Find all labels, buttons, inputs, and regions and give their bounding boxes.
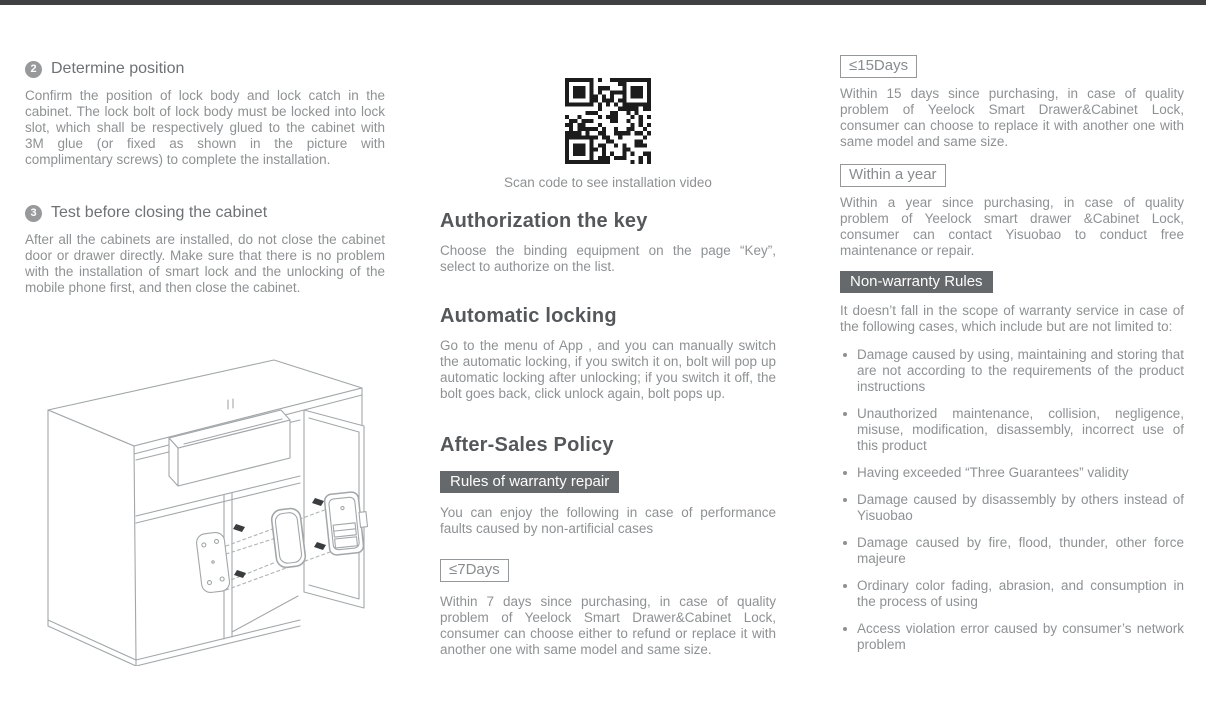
bullet-icon	[843, 412, 847, 416]
step-2-title: Determine position	[51, 60, 185, 77]
7-days-body: Within 7 days since purchasing, in case of quality problem of Yeelock Smart Drawer&Cabinet Lock, consumer can choose either to refund or replace it with another one with same model and same size.	[440, 594, 776, 657]
bullet-icon	[843, 627, 847, 631]
step-3-number-icon: 3	[25, 205, 42, 222]
list-item: Damage caused by fire, flood, thunder, other force majeure	[840, 535, 1184, 567]
list-item: Having exceeded “Three Guarantees” validity	[840, 465, 1184, 481]
bullet-icon	[843, 541, 847, 545]
7-days-tag: ≤7Days	[440, 559, 509, 582]
authorization-body: Choose the binding equipment on the page “Key”, select to authorize on the list.	[440, 243, 776, 274]
top-border-bar	[0, 0, 1206, 5]
rules-of-warranty-repair-badge: Rules of warranty repair	[440, 471, 619, 493]
15-days-tag: ≤15Days	[840, 55, 917, 78]
middle-column	[440, 60, 776, 658]
list-item: Unauthorized maintenance, collision, negligence, misuse, modification, disassembly, incorrect use of this product	[840, 406, 1184, 454]
automatic-locking-heading: Automatic locking	[440, 305, 617, 327]
bullet-icon	[843, 353, 847, 357]
15-days-body: Within 15 days since purchasing, in case of quality problem of Yeelock Smart Drawer&Cabinet Lock, consumer can choose to replace it with another one with same model and same size.	[840, 86, 1184, 149]
step-2-body: Confirm the position of lock body and lock catch in the cabinet. The lock bolt of lock body must be locked into lock slot, which shall be respectively glued to the cabinet with 3M glue (or fixed as shown in the picture with complimentary screws) to complete the installation.	[25, 88, 385, 167]
left-column	[25, 60, 385, 296]
within-a-year-tag: Within a year	[840, 164, 946, 187]
bullet-icon	[843, 498, 847, 502]
non-warranty-intro: It doesn’t fall in the scope of warranty service in case of the following cases, which include but are not limited to:	[840, 303, 1184, 334]
warranty-intro: You can enjoy the following in case of performance faults caused by non-artificial cases	[440, 505, 776, 536]
list-item: Damage caused by disassembly by others instead of Yisuobao	[840, 492, 1184, 524]
qr-caption: Scan code to see installation video	[504, 175, 712, 190]
step-2-number-icon: 2	[25, 61, 42, 78]
step-2-heading	[25, 60, 385, 78]
automatic-locking-body: Go to the menu of App , and you can manually switch the automatic locking, if you switch it on, bolt will pop up automatic locking after unlocking; if you switch it off, the bolt goes back, click unlock again, bolt pops up.	[440, 338, 776, 401]
after-sales-policy-heading: After-Sales Policy	[440, 434, 614, 456]
cabinet-lock-installation-illustration	[32, 348, 404, 666]
qr-code	[565, 78, 651, 164]
non-warranty-rules-badge: Non-warranty Rules	[840, 271, 993, 293]
list-item: Damage caused by using, maintaining and storing that are not according to the requirements of the product instructions	[840, 347, 1184, 395]
step-3-heading	[25, 204, 385, 222]
list-item: Access violation error caused by consumer’s network problem	[840, 621, 1184, 653]
list-item: Ordinary color fading, abrasion, and consumption in the process of using	[840, 578, 1184, 610]
non-warranty-list	[840, 347, 1184, 653]
step-3-body: After all the cabinets are installed, do not close the cabinet door or drawer directly. Make sure that there is no problem with the installation of smart lock and the unlocking of the mobile phone first, and then close the cabinet.	[25, 232, 385, 295]
step-3-title: Test before closing the cabinet	[51, 204, 268, 221]
within-a-year-body: Within a year since purchasing, in case of quality problem of Yeelock smart drawer &Cabinet Lock, consumer can contact Yisuobao to conduct free maintenance or repair.	[840, 195, 1184, 258]
bullet-icon	[843, 471, 847, 475]
right-column	[840, 55, 1184, 664]
authorization-heading: Authorization the key	[440, 210, 648, 232]
bullet-icon	[843, 584, 847, 588]
